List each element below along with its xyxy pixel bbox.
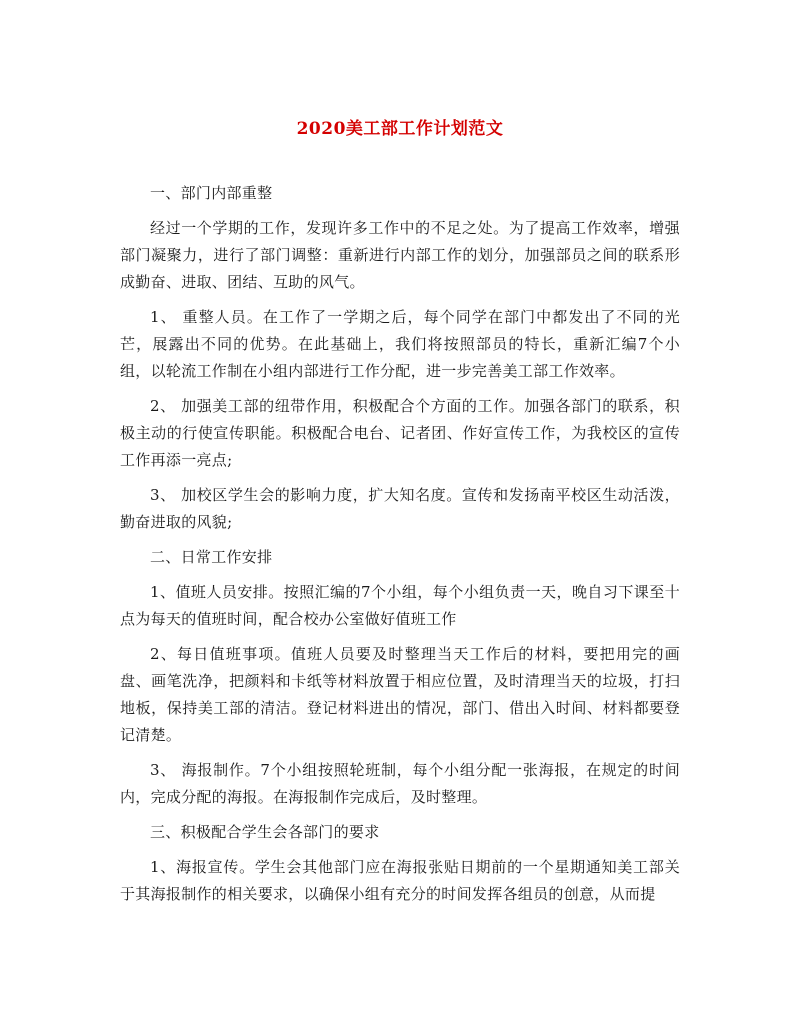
paragraph-item-1-2: 2、 加强美工部的纽带作用，积极配合个方面的工作。加强各部门的联系，积极主动的行使宣传职能。积极配合电台、记者团、作好宣传工作，为我校区的宣传工作再添一亮点;	[120, 397, 680, 469]
document-title: 2020美工部工作计划范文	[296, 119, 504, 139]
section-heading-2: 二、日常工作安排	[150, 548, 273, 566]
section-heading-3: 三、积极配合学生会各部门的要求	[150, 823, 380, 841]
paragraph-item-2-1: 1、值班人员安排。按照汇编的7个小组，每个小组负责一天，晚自习下课至十点为每天的值班时间，配合校办公室做好值班工作	[120, 583, 680, 628]
paragraph-item-1-1: 1、 重整人员。在工作了一学期之后，每个同学在部门中都发出了不同的光芒，展露出不同的优势。在此基础上，我们将按照部员的特长，重新汇编7个小组，以轮流工作制在小组内部进行工作分配，进一步完善美工部工作效率。	[120, 308, 680, 380]
paragraph-intro: 经过一个学期的工作，发现许多工作中的不足之处。为了提高工作效率，增强部门凝聚力，进行了部门调整：重新进行内部工作的划分，加强部员之间的联系形成勤奋、进取、团结、互助的风气。	[120, 219, 680, 291]
paragraph-item-2-3: 3、 海报制作。7个小组按照轮班制，每个小组分配一张海报，在规定的时间内，完成分配的海报。在海报制作完成后，及时整理。	[120, 761, 680, 806]
paragraph-item-3-1: 1、海报宣传。学生会其他部门应在海报张贴日期前的一个星期通知美工部关于其海报制作的相关要求，以确保小组有充分的时间发挥各组员的创意，从而提	[120, 858, 680, 903]
paragraph-item-2-2: 2、每日值班事项。值班人员要及时整理当天工作后的材料，要把用完的画盘、画笔洗净，把颜料和卡纸等材料放置于相应位置，及时清理当天的垃圾，打扫地板，保持美工部的清洁。登记材料进出的情况，部门、借出入时间、材料都要登记清楚。	[120, 645, 680, 744]
section-heading-1: 一、部门内部重整	[150, 184, 273, 202]
paragraph-item-1-3: 3、 加校区学生会的影响力度，扩大知名度。宣传和发扬南平校区生动活泼，勤奋进取的风貌;	[120, 486, 680, 531]
document-body	[120, 180, 680, 916]
